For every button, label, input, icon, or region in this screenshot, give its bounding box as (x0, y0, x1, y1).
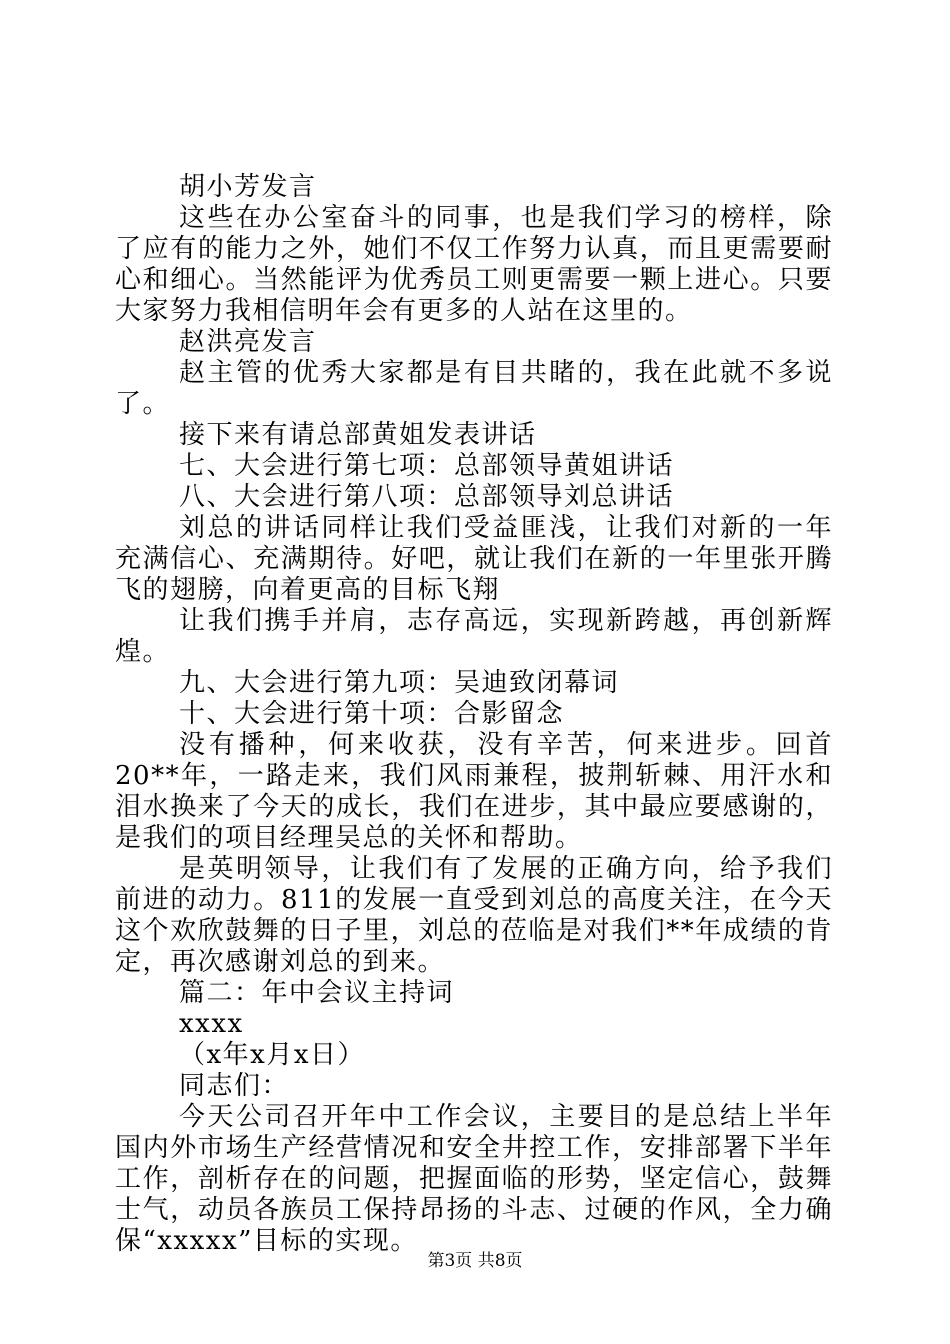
paragraph: 八、大会进行第八项：总部领导刘总讲话 (179, 482, 675, 512)
paragraph: 今天公司召开年中工作会议，主要目的是总结上半年国内外市场生产经营情况和安全井控工作，安排部署下半年工作，剖析存在的问题，把握面临的形势，坚定信心，鼓舞士气，动员各族员工保持昂扬的斗志、过硬的作风，全力确保“xxxxx”目标的实现。 (115, 1102, 833, 1256)
paragraph: 让我们携手并肩，志存高远，实现新跨越，再创新辉煌。 (115, 606, 833, 667)
paragraph: 十、大会进行第十项：合影留念 (179, 699, 565, 729)
paragraph: （x年x月x日） (179, 1040, 365, 1070)
page-footer: 第3页 共8页 (427, 1251, 523, 1271)
section-heading: 篇二：年中会议主持词 (179, 978, 455, 1008)
paragraph: 这些在办公室奋斗的同事，也是我们学习的榜样，除了应有的能力之外，她们不仅工作努力认真，而且更需要耐心和细心。当然能评为优秀员工则更需要一颗上进心。只要大家努力我相信明年会有更多的人站在这里的。 (115, 203, 833, 326)
paragraph: 刘总的讲话同样让我们受益匪浅，让我们对新的一年充满信心、充满期待。好吧，就让我们在新的一年里张开腾飞的翅膀，向着更高的目标飞翔 (115, 513, 833, 605)
paragraph: 七、大会进行第七项：总部领导黄姐讲话 (179, 451, 675, 481)
paragraph: 九、大会进行第九项：吴迪致闭幕词 (179, 668, 620, 698)
paragraph: 赵洪亮发言 (179, 327, 317, 357)
paragraph: 赵主管的优秀大家都是有目共睹的，我在此就不多说了。 (115, 358, 833, 419)
paragraph: 没有播种，何来收获，没有辛苦，何来进步。回首20**年，一路走来，我们风雨兼程，披荆斩棘、用汗水和泪水换来了今天的成长，我们在进步，其中最应要感谢的，是我们的项目经理吴总的关怀和帮助。 (115, 730, 833, 853)
document-body (115, 172, 833, 1257)
paragraph: 同志们： (179, 1071, 290, 1101)
paragraph: 胡小芳发言 (179, 172, 317, 202)
paragraph: 接下来有请总部黄姐发表讲话 (179, 420, 537, 450)
paragraph: 是英明领导，让我们有了发展的正确方向，给予我们前进的动力。811的发展一直受到刘总的高度关注，在今天这个欢欣鼓舞的日子里，刘总的莅临是对我们**年成绩的肯定，再次感谢刘总的到来。 (115, 854, 833, 977)
paragraph: xxxx (179, 1009, 244, 1039)
